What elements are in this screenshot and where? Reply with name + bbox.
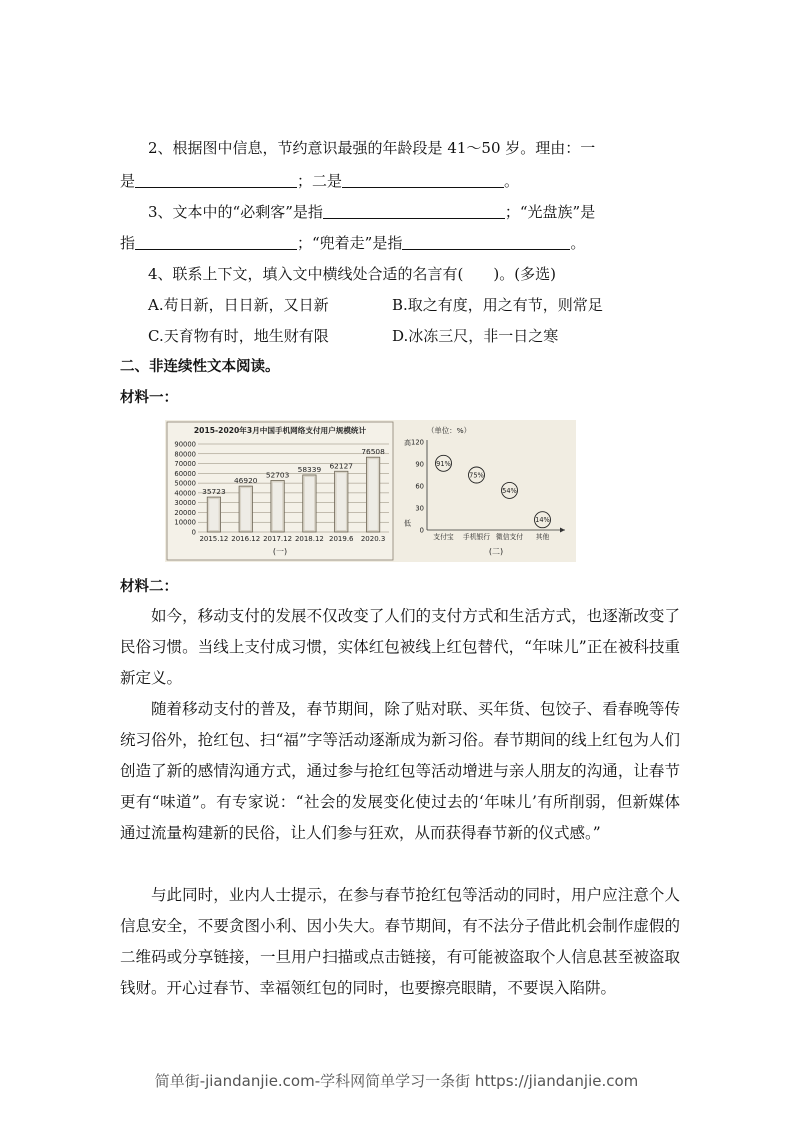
bar-highlight — [209, 499, 218, 530]
bar-x-tick-label: 2018.12 — [294, 535, 324, 543]
scatter-y-tick-label: 60 — [415, 482, 424, 491]
material2-paragraph-3: 与此同时，业内人士提示，在参与春节抢红包等活动的同时，用户应注意个人信息安全，不要贪图小利、因小失大。春节期间，有不法分子借此机会制作虚假的二维码或分享链接，一旦用户扫描或点击链接，有可能被盗取个人信息甚至被盗取钱财。开心过春节、幸福领红包的同时，也要擦亮眼睛，不要误入陷阱。 — [120, 886, 680, 997]
q3-line1 — [148, 201, 595, 223]
q3-answer-blank-2[interactable] — [135, 233, 297, 250]
scatter-y-tick-label: 30 — [415, 504, 424, 513]
bar-chart-caption: (一) — [272, 547, 288, 556]
q3-line2 — [120, 232, 585, 254]
scatter-data-label: 91% — [436, 459, 451, 468]
page-footer: 简单街-jiandanjie.com-学科网简单学习一条街 https://jiandanjie.com — [154, 1072, 639, 1090]
bar-chart-title: 2015-2020年3月中国手机网络支付用户规模统计 — [193, 426, 367, 435]
q2-text-a: 是 — [120, 172, 136, 190]
material2-label: 材料二： — [120, 579, 178, 595]
q3-text-a: 3、文本中的“必剩客”是指 — [148, 203, 323, 221]
q4-option-a[interactable]: A.苟日新，日日新，又日新 — [148, 296, 329, 314]
scatter-unit-label: （单位：%） — [427, 426, 471, 435]
scatter-high-label: 高 — [404, 439, 411, 447]
q3-text-e: 。 — [570, 234, 586, 252]
bar-chart-user-scale — [167, 422, 393, 560]
scatter-x-tick-label: 微信支付 — [495, 533, 524, 541]
bar-y-tick-label: 90000 — [174, 440, 196, 449]
material2-paragraph-1: 如今，移动支付的发展不仅改变了人们的支付方式和生活方式，也逐渐改变了民俗习惯。当线上支付成习惯，实体红包被线上红包替代，“年味儿”正在被科技重新定义。 — [120, 607, 680, 687]
scatter-x-tick-label: 其他 — [535, 533, 550, 541]
bar-data-label: 62127 — [329, 461, 354, 471]
bar-data-label: 35723 — [202, 487, 226, 497]
bar-y-tick-label: 80000 — [174, 450, 196, 459]
bar-y-tick-label: 20000 — [174, 508, 196, 517]
bar-data-label: 52703 — [265, 470, 290, 480]
scatter-y-tick-label: 90 — [415, 460, 424, 469]
bar-x-tick-label: 2015.12 — [199, 535, 229, 543]
q2-text-b: ；二是 — [297, 172, 343, 190]
q3-answer-blank-1[interactable] — [323, 202, 505, 219]
scatter-data-label: 14% — [535, 516, 550, 525]
bar-y-tick-label: 30000 — [174, 499, 196, 508]
scatter-y-tick-label: 120 — [411, 438, 424, 447]
bar-y-tick-label: 40000 — [174, 489, 196, 498]
scatter-y-tick-label: 0 — [419, 526, 424, 535]
bar-highlight — [368, 459, 377, 530]
scatter-data-label: 75% — [469, 471, 484, 480]
q3-text-b: ；“光盘族”是 — [504, 203, 596, 221]
q2-text-c: 。 — [504, 172, 520, 190]
bar-x-tick-label: 2017.12 — [263, 535, 293, 543]
q4-option-b[interactable]: B.取之有度，用之有节，则常足 — [392, 296, 603, 314]
material1-charts — [165, 420, 576, 562]
q2-line2 — [120, 170, 519, 192]
bar-x-tick-label: 2020.3 — [360, 535, 386, 543]
bar-y-tick-label: 70000 — [174, 460, 196, 469]
bar-highlight — [241, 488, 250, 530]
q3-text-d: ；“兜着走”是指 — [297, 234, 403, 252]
bar-highlight — [305, 477, 314, 530]
section2-heading: 二、非连续性文本阅读。 — [120, 359, 280, 375]
bar-y-tick-label: 50000 — [174, 479, 196, 488]
bar-data-label: 46920 — [233, 476, 258, 486]
scatter-data-label: 54% — [502, 486, 517, 495]
bar-data-label: 76508 — [361, 447, 385, 457]
bar-highlight — [273, 482, 282, 530]
scatter-chart-caption: (二) — [488, 547, 504, 556]
bar-y-tick-label: 10000 — [174, 518, 196, 527]
bar-highlight — [337, 473, 346, 530]
material2-paragraph-2: 随着移动支付的普及，春节期间，除了贴对联、买年货、包饺子、看春晚等传统习俗外，抢红包、扫“福”字等活动逐渐成为新习俗。春节期间的线上红包为人们创造了新的感情沟通方式，通过参与抢红包等活动增进与亲人朋友的沟通，让春节更有“味道”。有专家说：“社会的发展变化使过去的‘年味儿’有所削弱，但新媒体通过流量构建新的民俗，让人们参与狂欢，从而获得春节新的仪式感。” — [120, 700, 680, 842]
q4-stem: 4、联系上下文，填入文中横线处合适的名言有( )。(多选) — [148, 265, 556, 283]
bar-x-tick-label: 2016.12 — [231, 535, 261, 543]
q4-option-c[interactable]: C.天育物有时，地生财有限 — [148, 327, 329, 345]
scatter-x-tick-label: 手机银行 — [462, 533, 491, 541]
q4-option-d[interactable]: D.冰冻三尺，非一日之寒 — [392, 327, 559, 345]
bar-y-tick-label: 60000 — [174, 469, 196, 478]
q2-line1: 2、根据图中信息，节约意识最强的年龄段是 41～50 岁。理由：一 — [148, 139, 596, 157]
bar-data-label: 58339 — [297, 464, 322, 474]
charts-svg — [165, 420, 576, 562]
bar-x-tick-label: 2019.6 — [329, 535, 354, 543]
bar-y-tick-label: 0 — [191, 528, 196, 537]
q3-answer-blank-3[interactable] — [402, 233, 570, 250]
scatter-x-tick-label: 支付宝 — [433, 533, 454, 541]
q2-answer-blank-1[interactable] — [135, 171, 297, 188]
material1-label: 材料一： — [120, 390, 178, 406]
scatter-low-label: 低 — [404, 519, 411, 528]
q2-answer-blank-2[interactable] — [342, 171, 504, 188]
q3-text-c: 指 — [120, 234, 136, 252]
